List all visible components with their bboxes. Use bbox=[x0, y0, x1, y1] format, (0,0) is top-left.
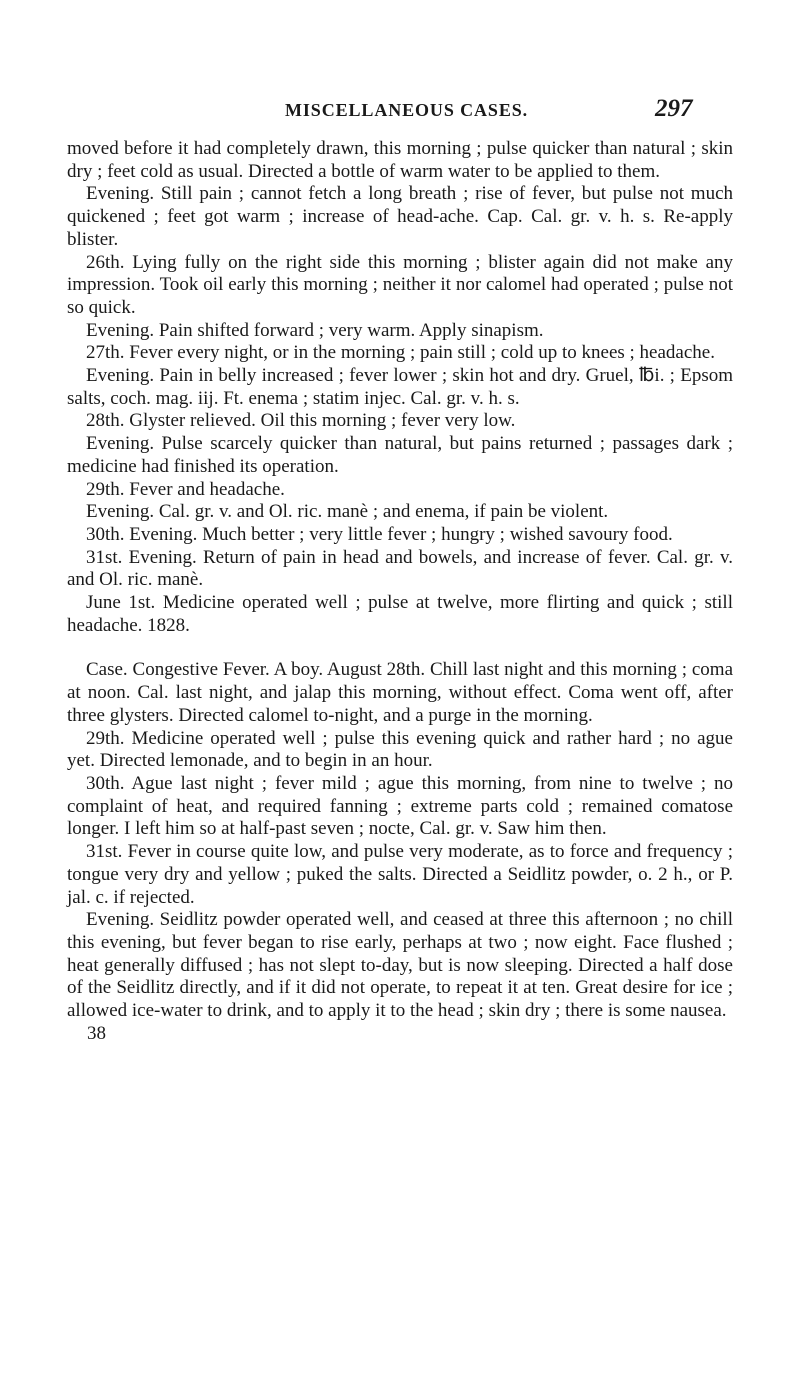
paragraph: Evening. Pain in belly increased ; fever lower ; skin hot and dry. Gruel, ℔i. ; Epsom salts, coch. mag. iij. Ft. enema ; statim injec. Cal. gr. v. h. s. bbox=[67, 365, 733, 409]
paragraph: Evening. Cal. gr. v. and Ol. ric. manè ; and enema, if pain be violent. bbox=[86, 501, 609, 523]
signature-mark: 38 bbox=[87, 1022, 106, 1044]
body-text bbox=[67, 138, 733, 1045]
case-paragraph: Case. Congestive Fever. A boy. August 28th. Chill last night and this morning ; coma at noon. Cal. last night, and jalap this morning, without effect. Coma went off, after three glysters. Directed calomel to-night, and a purge in the morning. bbox=[67, 659, 733, 726]
paragraph: Evening. Seidlitz powder operated well, and ceased at three this afternoon ; no chill this evening, but fever began to rise early, perhaps at two ; now eight. Face flushed ; heat generally diffused ; has not slept to-day, but is now sleeping. Directed a half dose of the Seidlitz directly, and if it did not operate, to repeat it at ten. Great desire for ice ; allowed ice-water to drink, and to apply it to the head ; skin dry ; there is some nausea. bbox=[67, 909, 733, 1022]
paragraph: 27th. Fever every night, or in the morning ; pain still ; cold up to knees ; headache. bbox=[86, 342, 715, 364]
running-title: MISCELLANEOUS CASES. bbox=[285, 100, 529, 120]
page-number: 297 bbox=[655, 95, 693, 122]
paragraph: 29th. Fever and headache. bbox=[86, 478, 285, 500]
paragraph: 31st. Evening. Return of pain in head and bowels, and increase of fever. Cal. gr. v. and Ol. ric. manè. bbox=[67, 546, 733, 591]
paragraph: 31st. Fever in course quite low, and pulse very moderate, as to force and frequency ; tongue very dry and yellow ; puked the salts. Directed a Seidlitz powder, o. 2 h., or P. jal. c. if rejected. bbox=[67, 841, 733, 908]
paragraph: June 1st. Medicine operated well ; pulse at twelve, more flirting and quick ; still headache. 1828. bbox=[67, 592, 733, 636]
paragraph: moved before it had completely drawn, this morning ; pulse quicker than natural ; skin dry ; feet cold as usual. Directed a bottle of warm water to be applied to them. bbox=[67, 138, 733, 182]
paragraph: 28th. Glyster relieved. Oil this morning ; fever very low. bbox=[86, 410, 516, 432]
paragraph: Evening. Pain shifted forward ; very warm. Apply sinapism. bbox=[86, 319, 544, 341]
paragraph: Evening. Still pain ; cannot fetch a long breath ; rise of fever, but pulse not much quickened ; feet got warm ; increase of head-ache. Cap. Cal. gr. v. h. s. Re-apply blister. bbox=[67, 183, 733, 250]
paragraph: Evening. Pulse scarcely quicker than natural, but pains returned ; passages dark ; medicine had finished its operation. bbox=[67, 433, 733, 477]
paragraph: 30th. Evening. Much better ; very little fever ; hungry ; wished savoury food. bbox=[86, 523, 673, 545]
paragraph: 30th. Ague last night ; fever mild ; ague this morning, from nine to twelve ; no complaint of heat, and required fanning ; extreme parts cold ; remained comatose longer. I left him so at half-past seven ; nocte, Cal. gr. v. Saw him then. bbox=[67, 772, 733, 840]
paragraph: 26th. Lying fully on the right side this morning ; blister again did not make any impression. Took oil early this morning ; neither it nor calomel had operated ; pulse not so quick. bbox=[67, 251, 733, 318]
page-header bbox=[0, 95, 800, 132]
paragraph: 29th. Medicine operated well ; pulse this evening quick and rather hard ; no ague yet. Directed lemonade, and to begin in an hour. bbox=[67, 727, 733, 772]
